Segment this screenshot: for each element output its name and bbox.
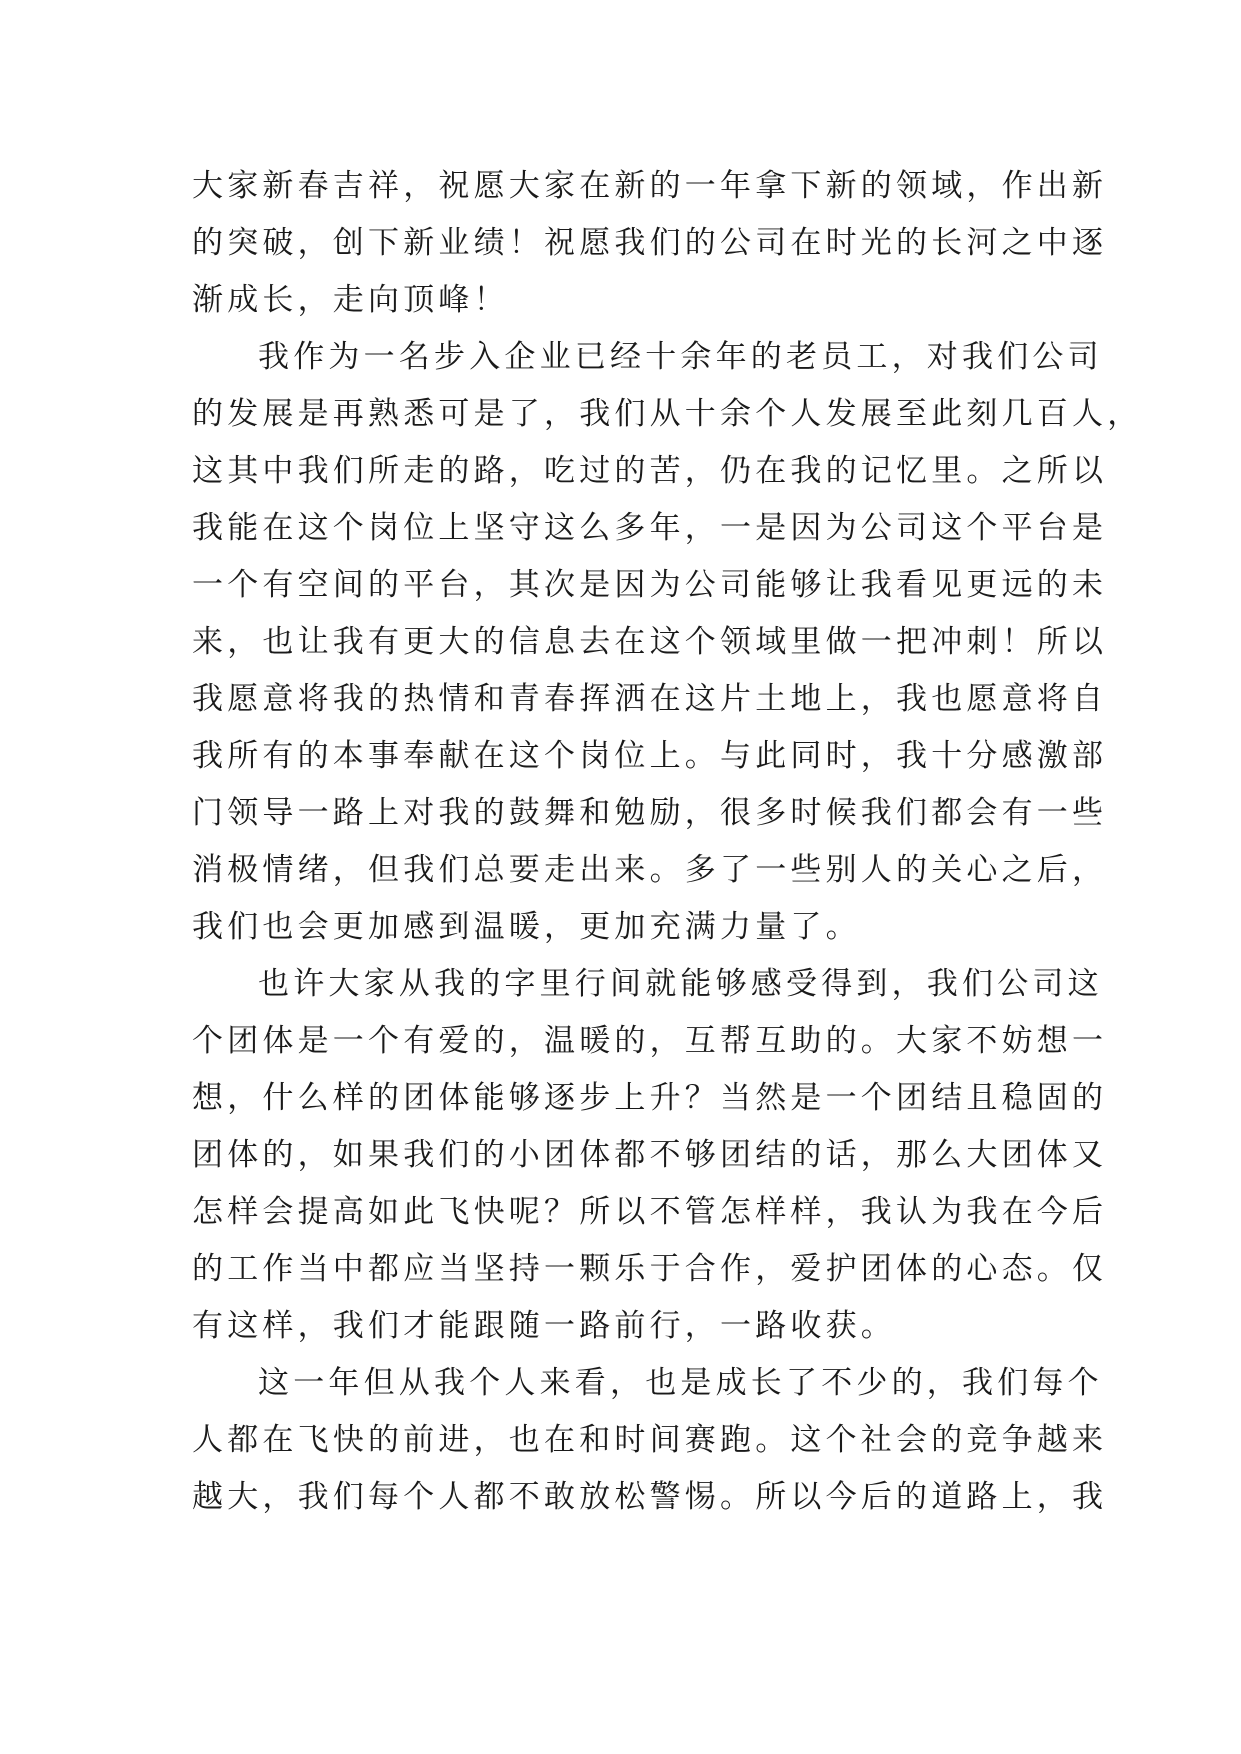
- text-line: 的工作当中都应当坚持一颗乐于合作，爱护团体的心态。仅: [192, 1251, 1108, 1287]
- text-line: 我所有的本事奉献在这个岗位上。与此同时，我十分感激部: [192, 738, 1108, 774]
- text-line: 的突破，创下新业绩！祝愿我们的公司在时光的长河之中逐: [192, 225, 1108, 261]
- paragraph: [192, 956, 1108, 1355]
- text-line: 门领导一路上对我的鼓舞和勉励，很多时候我们都会有一些: [192, 795, 1108, 831]
- text-line: 我能在这个岗位上坚守这么多年，一是因为公司这个平台是: [192, 510, 1108, 546]
- text-line: 我作为一名步入企业已经十余年的老员工，对我们公司: [258, 339, 1103, 375]
- text-line: 我愿意将我的热情和青春挥洒在这片土地上，我也愿意将自: [192, 681, 1108, 717]
- text-line: 个团体是一个有爱的，温暖的，互帮互助的。大家不妨想一: [192, 1023, 1108, 1059]
- paragraph: [192, 1355, 1108, 1526]
- text-line: 怎样会提高如此飞快呢？所以不管怎样样，我认为我在今后: [192, 1194, 1108, 1230]
- text-line: 团体的，如果我们的小团体都不够团结的话，那么大团体又: [192, 1137, 1108, 1173]
- text-line: 我们也会更加感到温暖，更加充满力量了。: [192, 909, 861, 945]
- document-body: [192, 158, 1143, 1526]
- text-line: 这一年但从我个人来看，也是成长了不少的，我们每个: [258, 1365, 1103, 1401]
- text-line: 想，什么样的团体能够逐步上升？当然是一个团结且稳固的: [192, 1080, 1108, 1116]
- paragraph: [192, 158, 1108, 329]
- text-line: 也许大家从我的字里行间就能够感受得到，我们公司这: [258, 966, 1103, 1002]
- paragraph: [192, 329, 1143, 956]
- text-line: 大家新春吉祥，祝愿大家在新的一年拿下新的领域，作出新: [192, 168, 1108, 204]
- text-line: 有这样，我们才能跟随一路前行，一路收获。: [192, 1308, 896, 1344]
- text-line: 越大，我们每个人都不敢放松警惕。所以今后的道路上，我: [192, 1479, 1108, 1515]
- text-line: 人都在飞快的前进，也在和时间赛跑。这个社会的竞争越来: [192, 1422, 1108, 1458]
- text-line: 这其中我们所走的路，吃过的苦，仍在我的记忆里。之所以: [192, 453, 1108, 489]
- text-line: 来，也让我有更大的信息去在这个领域里做一把冲刺！所以: [192, 624, 1108, 660]
- text-line: 渐成长，走向顶峰！: [192, 282, 509, 318]
- text-line: 一个有空间的平台，其次是因为公司能够让我看见更远的未: [192, 567, 1108, 603]
- text-line: 的发展是再熟悉可是了，我们从十余个人发展至此刻几百人，: [192, 396, 1143, 432]
- text-line: 消极情绪，但我们总要走出来。多了一些别人的关心之后，: [192, 852, 1108, 888]
